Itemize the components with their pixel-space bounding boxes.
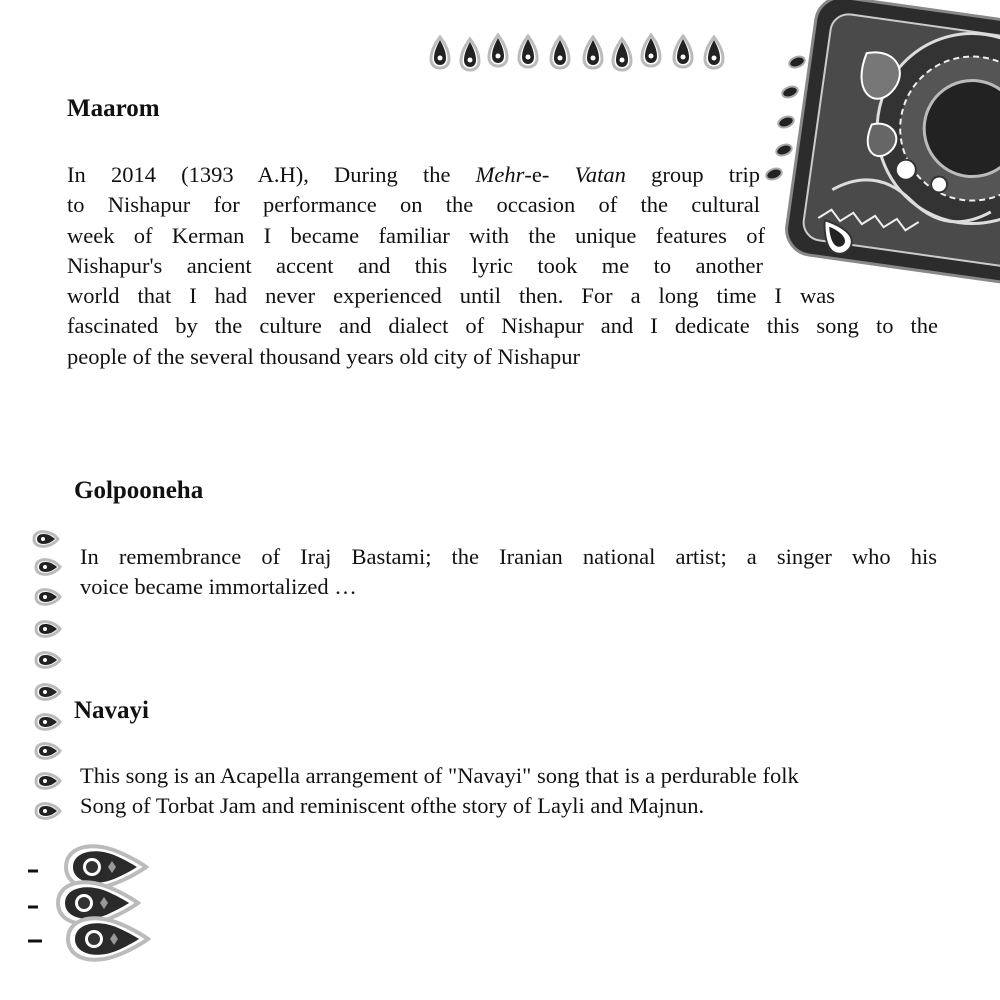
paisley-icon bbox=[788, 55, 806, 70]
text-line: Song of Torbat Jam and reminiscent ofthe story of Layli and Majnun. bbox=[80, 793, 705, 819]
section-title-golpooneha: Golpooneha bbox=[74, 477, 204, 504]
paisley-icon bbox=[674, 36, 692, 67]
paisley-icon bbox=[489, 35, 507, 66]
paisley-icon bbox=[36, 744, 60, 759]
paisley-icon bbox=[68, 918, 148, 960]
text-line: to Nishapur for performance on the occasion of the cultural bbox=[67, 192, 760, 218]
paisley-icon bbox=[551, 37, 569, 68]
text-line: week of Kerman I became familiar with the unique features of bbox=[67, 222, 765, 248]
paisley-icon bbox=[781, 85, 799, 100]
paisley-icon bbox=[36, 590, 60, 605]
left-paisley-border bbox=[28, 525, 78, 825]
text-line: In 2014 (1393 A.H), During the Mehr-e- Vatan group trip bbox=[67, 162, 761, 187]
paisley-icon bbox=[36, 622, 60, 637]
text-line: Nishapur's ancient accent and this lyric took me to another bbox=[67, 252, 763, 278]
paisley-icon bbox=[519, 36, 537, 67]
top-paisley-border bbox=[425, 28, 730, 72]
paisley-icon bbox=[36, 715, 60, 730]
paisley-icon bbox=[777, 115, 795, 130]
text-line: world that I had never experienced until then. For a long time I was bbox=[67, 283, 835, 309]
paisley-icon bbox=[461, 39, 479, 70]
text-line: voice became immortalized … bbox=[80, 574, 357, 600]
paisley-icon bbox=[613, 39, 631, 70]
paisley-icon bbox=[431, 37, 449, 68]
paisley-icon bbox=[36, 685, 60, 700]
text-line: people of the several thousand years old city of Nishapur bbox=[67, 343, 580, 369]
paisley-icon bbox=[642, 35, 660, 66]
text-line: fascinated by the culture and dialect of Nishapur and I dedicate this song to the bbox=[67, 313, 938, 339]
paisley-icon bbox=[36, 774, 60, 789]
paisley-icon bbox=[584, 37, 602, 68]
bottom-paisley-ornament bbox=[28, 835, 163, 970]
navayi-description bbox=[80, 761, 799, 822]
paisley-icon bbox=[34, 532, 58, 547]
text-line: In remembrance of Iraj Bastami; the Iranian national artist; a singer who his bbox=[80, 544, 937, 569]
paisley-icon bbox=[36, 560, 60, 575]
text-line: This song is an Acapella arrangement of "Navayi" song that is a perdurable folk bbox=[80, 763, 799, 788]
paisley-icon bbox=[705, 37, 723, 68]
maarom-description bbox=[67, 160, 938, 372]
paisley-icon bbox=[775, 143, 793, 158]
golpooneha-description bbox=[80, 542, 937, 603]
paisley-icon bbox=[36, 653, 60, 668]
section-title-navayi: Navayi bbox=[74, 697, 149, 724]
section-title-maarom: Maarom bbox=[67, 95, 160, 122]
paisley-icon bbox=[36, 804, 60, 819]
